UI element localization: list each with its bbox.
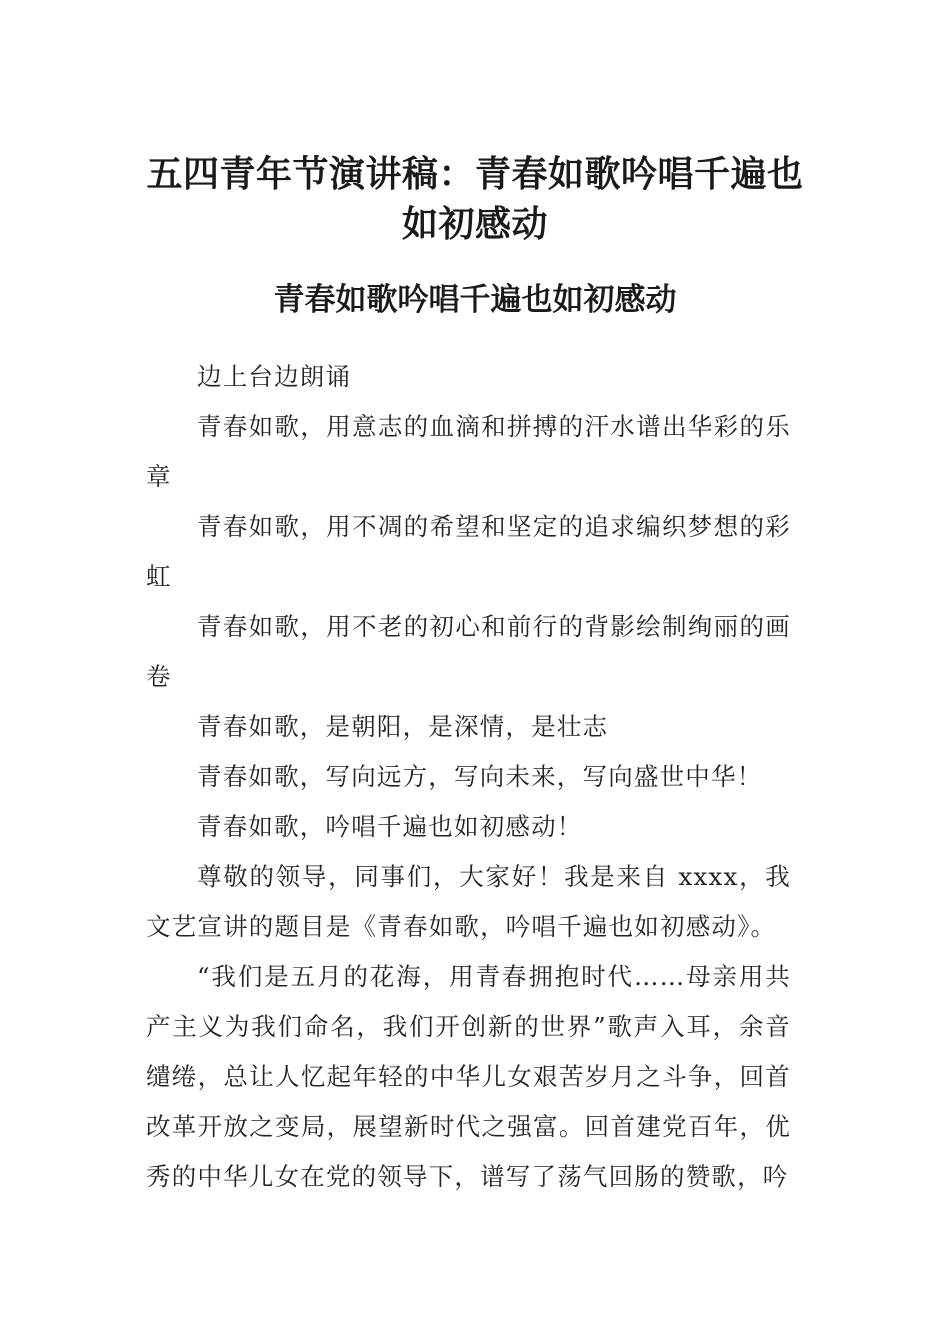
paragraph: 青春如歌，用意志的血滴和拼搏的汗水谱出华彩的乐章 [146,412,791,491]
paragraph: 尊敬的领导，同事们，大家好！我是来自 xxxx，我文艺宣讲的题目是《青春如歌，吟唱千遍也如初感动》。 [146,862,791,941]
paragraph: 边上台边朗诵 [197,362,352,391]
document-body [146,352,791,1202]
document-title: 五四青年节演讲稿：青春如歌吟唱千遍也如初感动 [146,154,804,245]
paragraph: 青春如歌，是朝阳，是深情，是壮志 [197,712,609,741]
paragraph: 青春如歌，用不老的初心和前行的背影绘制绚丽的画卷 [146,612,791,691]
paragraph: 青春如歌，用不凋的希望和坚定的追求编织梦想的彩虹 [146,512,791,591]
paragraph: “我们是五月的花海，用青春拥抱时代……母亲用共产主义为我们命名，我们开创新的世界”歌声入耳，余音缱绻，总让人忆起年轻的中华儿女艰苦岁月之斗争，回首改革开放之变局，展望新时代之强富。回首建党百年，优秀的中华儿女在党的领导下，谱写了荡气回肠的赞歌，吟 [146,962,791,1191]
paragraph: 青春如歌，吟唱千遍也如初感动！ [197,812,583,841]
paragraph: 青春如歌，写向远方，写向未来，写向盛世中华！ [197,762,763,791]
document-subtitle: 青春如歌吟唱千遍也如初感动 [273,282,677,318]
